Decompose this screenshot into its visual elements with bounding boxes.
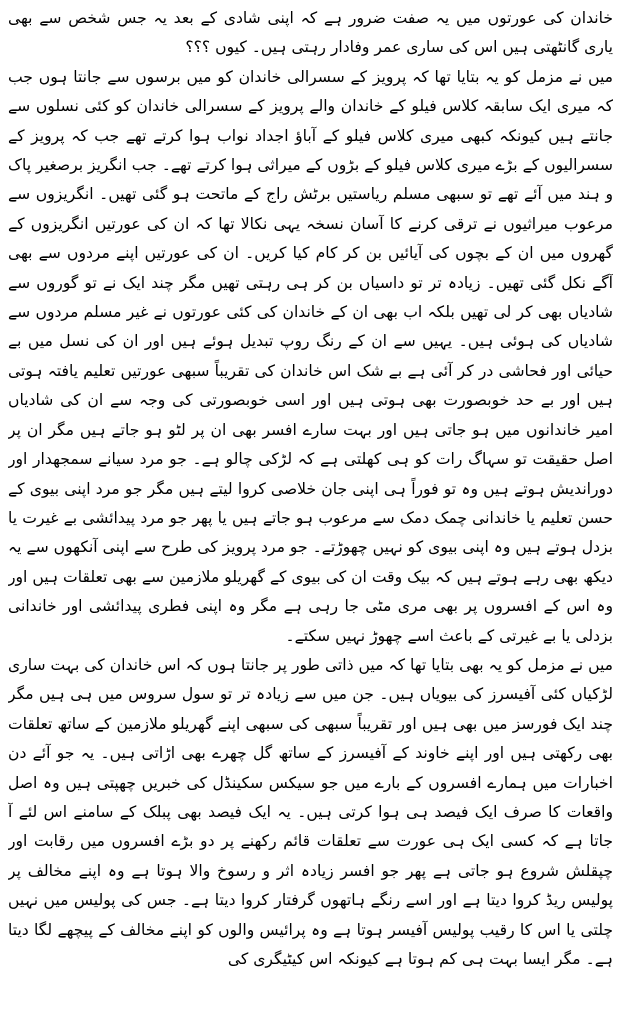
paragraph-3: میں نے مزمل کو یہ بھی بتایا تھا کہ میں ذاتی طور پر جانتا ہوں کہ اس خاندان کی بہت ساری لڑکیاں کئی آفیسرز کی بیویاں ہیں۔ جن میں سے زیادہ تر تو سول سروس میں ہی ہیں مگر چند ایک فورسز میں بھی ہیں اور تقریباً سبھی کی سبھی اپنے گھریلو ملازمین کے ساتھ تعلقات بھی رکھتی ہیں اور اپنے خاوند کے آفیسرز کے ساتھ گل چھرے بھی اڑاتی ہیں۔ یہ جو آئے دن اخبارات میں ہمارے افسروں کے بارے میں جو سیکس سکینڈل کی خبریں چھپتی ہیں وہ اصل واقعات کا صرف ایک فیصد ہی ہوا کرتی ہیں۔ یہ ایک فیصد بھی پبلک کے سامنے اس لئے آ جاتا ہے کہ کسی ایک ہی عورت سے تعلقات قائم رکھنے پر دو بڑے افسروں میں رقابت اور چپقلش شروع ہو جاتی ہے پھر جو افسر زیادہ اثر و رسوخ والا ہوتا ہے وہ اپنے مخالف پر پولیس ریڈ کروا دیتا ہے اور اسے رنگے ہاتھوں گرفتار کروا دیتا ہے۔ جس کی پولیس میں نہیں چلتی یا اس کا رقیب پولیس آفیسر ہوتا ہے وہ پرائیس والوں کو اپنے مخالف کے پیچھے لگا دیتا ہے۔ مگر ایسا بہت ہی کم ہوتا ہے کیونکہ اس کیٹیگری کی (8, 655, 613, 968)
paragraph-1: خاندان کی عورتوں میں یہ صفت ضرور ہے کہ اپنی شادی کے بعد یہ جس شخص سے بھی یاری گانٹھتی ہیں اس کی ساری عمر وفادار رہتی ہیں۔ کیوں ؟؟؟ (8, 9, 613, 57)
paragraph-2: میں نے مزمل کو یہ بتایا تھا کہ پرویز کے سسرالی خاندان کو میں برسوں سے جانتا ہوں جب کہ میری ایک سابقہ کلاس فیلو کے خاندان والے پرویز کے سسرالی خاندان کو کئی نسلوں سے جانتے ہیں کیونکہ کبھی میری کلاس فیلو کے آباؤ اجداد نواب ہوا کرتے تھے جب کہ پرویز کے سسرالیوں کے بڑے میری کلاس فیلو کے بڑوں کے میراثی ہوا کرتے تھے۔ جب انگریز برصغیر پاک و ہند میں آئے تھے تو سبھی مسلم ریاستیں برٹش راج کے ماتحت ہو گئی تھیں۔ انگریزوں سے مرعوب میراثیوں نے ترقی کرنے کا آسان نسخہ یہی نکالا تھا کہ ان کی عورتیں انگریزوں کے گھروں میں ان کے بچوں کی آیائیں بن کر کام کیا کریں۔ ان کی عورتیں اپنے مردوں سے بھی آگے نکل گئی تھیں۔ زیادہ تر تو داسیاں بن کر ہی رہتی تھیں مگر چند ایک نے تو گوروں سے شادیاں بھی کر لی تھیں بلکہ اب بھی ان کے خاندان کی کئی عورتوں نے غیر مسلم مردوں سے شادیاں کی ہوئی ہیں۔ یہیں سے ان کے رنگ روپ تبدیل ہوئے ہیں اور ان کی نسل میں بے حیائی اور فحاشی در کر آئی ہے بے شک اس خاندان کی تقریباً سبھی عورتیں تعلیم یافتہ ہوتی ہیں اور بے حد خوبصورت بھی ہوتی ہیں اور اسی خوبصورتی کی وجہ سے ان کی شادیاں امیر خاندانوں میں ہو جاتی ہیں اور بہت سارے افسر بھی ان پر لٹو ہو جاتے ہیں مگر ان پر اصل حقیقت تو سہاگ رات کو ہی کھلتی ہے کہ لڑکی چالو ہے۔ جو مرد سیانے سمجھدار اور دوراندیش ہوتے ہیں وہ تو فوراً ہی اپنی جان خلاصی کروا لیتے ہیں مگر جو مرد اپنی بیوی کے حسن تعلیم یا خاندانی چمک دمک سے مرعوب ہو جاتے ہیں یا پھر جو مرد پیدائشی بے غیرت یا بزدل ہوتے ہیں وہ اپنی بیوی کو نہیں چھوڑتے۔ جو مرد پرویز کی طرح سے اپنی آنکھوں سے یہ دیکھ بھی رہے ہوتے ہیں کہ بیک وقت ان کی بیوی کے گھریلو ملازمین سے بھی تعلقات ہیں اور وہ اس کے افسروں پر بھی مری مٹی جا رہی ہے مگر وہ اپنی فطری پیدائشی اور خاندانی بزدلی یا بے غیرتی کے باعث اسے چھوڑ نہیں سکتے۔ (8, 67, 613, 645)
article-page (8, 4, 613, 1009)
